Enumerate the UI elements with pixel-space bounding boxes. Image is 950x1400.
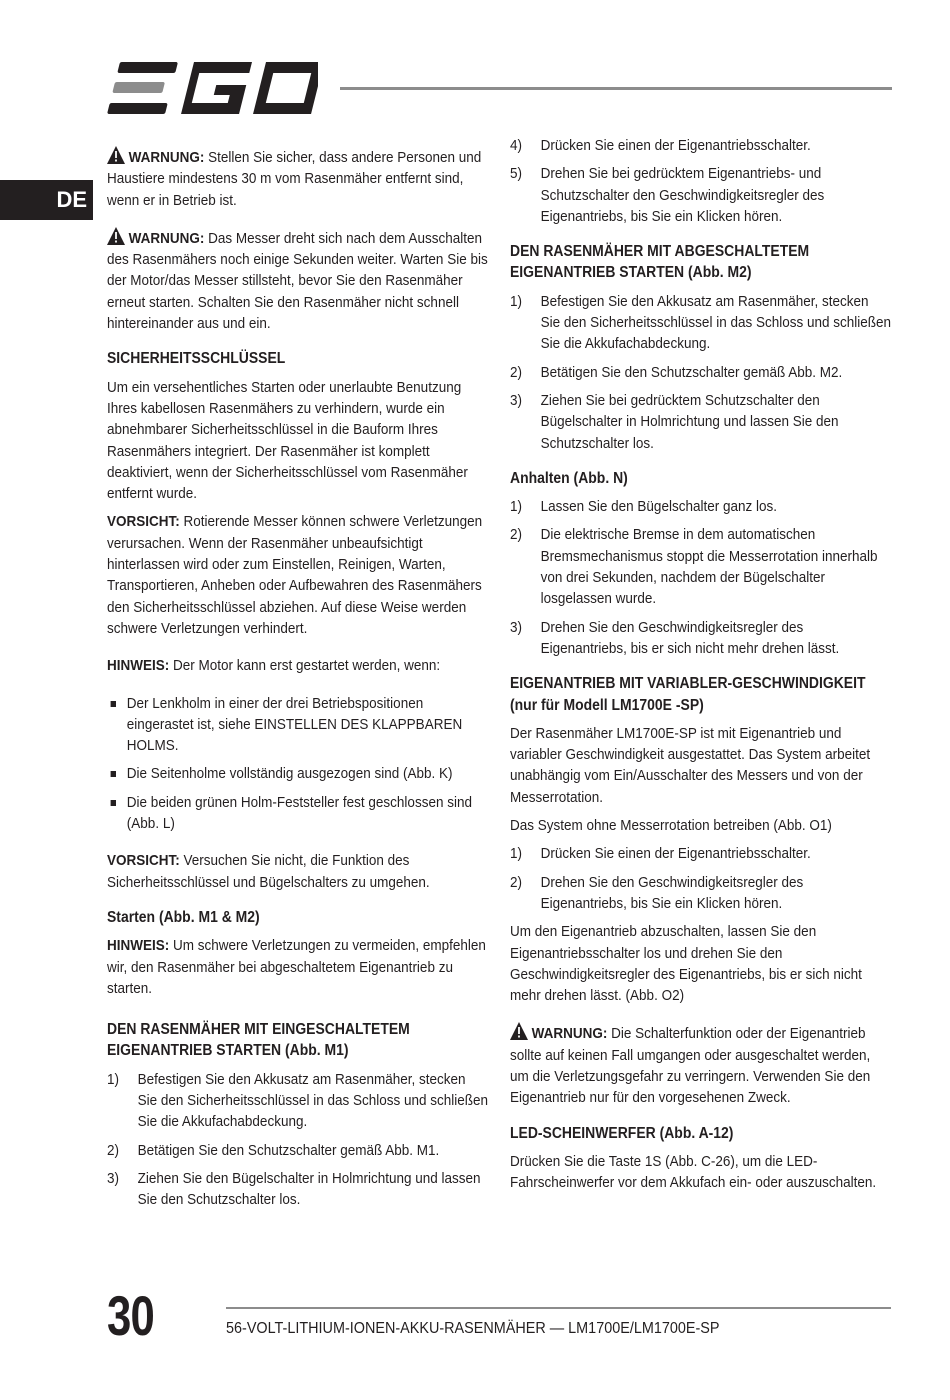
footer-rule xyxy=(226,1307,891,1309)
caution-label: VORSICHT: xyxy=(107,852,180,870)
header-rule xyxy=(340,87,892,90)
list-item xyxy=(510,843,892,864)
step-text: Befestigen Sie den Akkusatz am Rasenmäher, stecken Sie den Sicherheitsschlüssel in das Schloss und schließen Sie die Akkufachabdeckung. xyxy=(137,1070,489,1131)
step-text: Ziehen Sie bei gedrücktem Schutzschalter den Bügelschalter in Holmrichtung und lassen Sie den Schutzschalter los. xyxy=(540,391,839,452)
step-text: Lassen Sie den Bügelschalter ganz los. xyxy=(540,498,778,516)
list-item xyxy=(510,390,892,454)
step-number: 1) xyxy=(107,1070,120,1088)
warning-text: Die Schalterfunktion oder der Eigenantrieb sollte auf keinen Fall umgangen oder ausgeschaltet werden, um die Verletzungsgefahr zu verringern. Verwenden Sie den Eigenantrieb nur für den vorgesehenen Zweck. xyxy=(510,1025,871,1107)
list-item xyxy=(107,1168,489,1211)
list-item xyxy=(510,362,892,383)
section-heading: DEN RASENMÄHER MIT ABGESCHALTETEM EIGENANTRIEB STARTEN (Abb. M2) xyxy=(510,243,810,282)
step-number: 3) xyxy=(510,391,523,409)
step-text: Drücken Sie einen der Eigenantriebsschalter. xyxy=(540,845,811,863)
bullet-square-icon xyxy=(111,771,116,777)
note-label: HINWEIS: xyxy=(107,937,170,955)
warning-triangle-icon xyxy=(510,1022,528,1040)
step-number: 1) xyxy=(510,498,523,516)
bullet-square-icon xyxy=(111,800,116,806)
language-tab: DE xyxy=(0,180,93,220)
section-heading: DEN RASENMÄHER MIT EINGESCHALTETEM EIGENANTRIEB STARTEN (Abb. M1) xyxy=(107,1021,410,1060)
body-paragraph: Drücken Sie die Taste 1S (Abb. C-26), um die LED-Fahrscheinwerfer vor dem Akkufach ein- oder auszuschalten. xyxy=(510,1152,877,1192)
note-text: Um schwere Verletzungen zu vermeiden, empfehlen wir, den Rasenmäher bei abgeschaltetem Eigenantrieb zu starten. xyxy=(107,937,486,997)
step-text: Betätigen Sie den Schutzschalter gemäß Abb. M1. xyxy=(137,1141,440,1159)
section-heading: LED-SCHEINWERFER (Abb. A-12) xyxy=(510,1124,734,1142)
list-item xyxy=(107,1140,489,1161)
step-text: Drehen Sie den Geschwindigkeitsregler des Eigenantriebs, bis er sich nicht mehr drehen lässt. xyxy=(540,618,840,657)
section-heading: Anhalten (Abb. N) xyxy=(510,469,628,487)
step-number: 3) xyxy=(107,1169,120,1187)
step-number: 5) xyxy=(510,165,523,183)
list-item xyxy=(510,291,892,355)
step-number: 2) xyxy=(510,526,523,544)
step-text: Die elektrische Bremse in dem automatischen Bremsmechanismus stoppt die Messerrotation innerhalb von drei Sekunden, nachdem der Bügelschalter losgelassen wurde. xyxy=(540,526,878,608)
step-number: 2) xyxy=(510,363,523,381)
note-paragraph xyxy=(107,655,489,676)
bullet-square-icon xyxy=(111,701,116,707)
list-item xyxy=(510,617,892,660)
caution-text: Versuchen Sie nicht, die Funktion des Sicherheitsschlüssel und Bügelschalters zu umgehen. xyxy=(107,852,430,891)
warning-paragraph xyxy=(510,1022,892,1108)
warning-label: WARNUNG: xyxy=(531,1025,608,1043)
caution-text: Rotierende Messer können schwere Verletzungen verursachen. Wenn der Rasenmäher unbeaufsichtigt hinterlassen wird oder zum Einstellen, Reinigen, Warten, Transportieren, Anheben oder Aufbewahren des Rasenmähers den Sicherheitsschlüssel abziehen. Auf diese Weise werden schwere Verletzungen verhindert. xyxy=(107,513,483,637)
step-list xyxy=(510,843,892,914)
body-paragraph: Um den Eigenantrieb abzuschalten, lassen Sie den Eigenantriebsschalter los und drehen Sie den Geschwindigkeitsregler des Eigenantriebs, bis er sich nicht mehr drehen lässt. (Abb. O2) xyxy=(510,923,862,1005)
body-paragraph: Der Rasenmäher LM1700E-SP ist mit Eigenantrieb und variabler Geschwindigkeit ausgestattet. Das System arbeitet unabhängig vom Ein/Ausschalter des Messers und von der Messerrotation. xyxy=(510,724,871,806)
warning-triangle-icon xyxy=(107,227,125,245)
caution-label: VORSICHT: xyxy=(107,513,180,531)
warning-triangle-icon xyxy=(107,146,125,164)
list-item xyxy=(510,524,892,609)
warning-text: Stellen Sie sicher, dass andere Personen und Haustiere mindestens 30 m vom Rasenmäher entfernt sind, wenn er in Betrieb ist. xyxy=(107,149,482,209)
note-text: Der Motor kann erst gestartet werden, wenn: xyxy=(173,657,441,675)
body-paragraph: Um ein versehentliches Starten oder unerlaubte Benutzung Ihres kabellosen Rasenmähers zu verhindern, wurde ein abnehmbarer Sicherheitsschlüssel in die Bauform Ihres Rasenmähers integriert. Der Rasenmäher ist komplett deaktiviert, wenn der Sicherheitsschlüssel vom Rasenmäher entfernt wurde. xyxy=(107,378,468,503)
list-item-text: Die beiden grünen Holm-Feststeller fest geschlossen sind (Abb. L) xyxy=(126,793,472,833)
step-text: Ziehen Sie den Bügelschalter in Holmrichtung und lassen Sie den Schutzschalter los. xyxy=(137,1169,481,1209)
step-number: 3) xyxy=(510,618,523,636)
step-number: 4) xyxy=(510,137,523,154)
step-text: Befestigen Sie den Akkusatz am Rasenmäher, stecken Sie den Sicherheitsschlüssel in das Schloss und schließen Sie die Akkufachabdeckung. xyxy=(540,292,892,353)
section-heading: EIGENANTRIEB MIT VARIABLER-GESCHWINDIGKEIT (nur für Modell LM1700E -SP) xyxy=(510,675,866,714)
list-item xyxy=(510,135,892,156)
list-item xyxy=(510,872,892,915)
step-list xyxy=(510,291,892,454)
step-list xyxy=(510,496,892,659)
list-item-text: Der Lenkholm in einer der drei Betriebspositionen eingerastet ist, siehe EINSTELLEN DES KLAPPBAREN HOLMS. xyxy=(126,694,463,755)
bullet-list xyxy=(107,693,489,835)
warning-paragraph xyxy=(107,146,489,211)
step-number: 2) xyxy=(107,1141,120,1159)
list-item-text: Die Seitenholme vollständig ausgezogen sind (Abb. K) xyxy=(126,765,453,783)
caution-paragraph xyxy=(107,850,489,893)
note-paragraph xyxy=(107,935,489,999)
list-item xyxy=(107,763,489,784)
list-item xyxy=(107,792,489,835)
step-number: 1) xyxy=(510,845,523,863)
list-item xyxy=(107,1069,489,1133)
step-text: Drehen Sie bei gedrücktem Eigenantriebs- und Schutzschalter den Geschwindigkeitsregler des Eigenantriebs, bis Sie ein Klicken hören. xyxy=(540,165,825,225)
step-number: 2) xyxy=(510,873,523,891)
warning-text: Das Messer dreht sich nach dem Ausschalten des Rasenmähers noch einige Sekunden weiter. Warten Sie bis der Motor/das Messer stillsteht, bevor Sie den Rasenmäher erneut starten. Schalten Sie den Rasenmäher nicht schnell hintereinander aus und ein. xyxy=(107,229,488,333)
step-number: 1) xyxy=(510,292,523,310)
step-text: Drehen Sie den Geschwindigkeitsregler des Eigenantriebs, bis Sie ein Klicken hören. xyxy=(540,873,804,912)
caution-paragraph xyxy=(107,511,489,639)
list-item xyxy=(510,496,892,517)
step-list xyxy=(107,1069,489,1211)
left-column xyxy=(107,146,489,1217)
ego-logo xyxy=(106,62,318,114)
step-text: Drücken Sie einen der Eigenantriebsschalter. xyxy=(540,137,811,154)
warning-label: WARNUNG: xyxy=(128,149,205,166)
section-heading: Starten (Abb. M1 & M2) xyxy=(107,908,260,926)
footer-title: 56-VOLT-LITHIUM-IONEN-AKKU-RASENMÄHER — LM1700E/LM1700E-SP xyxy=(226,1320,720,1337)
body-paragraph: Das System ohne Messerrotation betreiben (Abb. O1) xyxy=(510,817,832,835)
note-label: HINWEIS: xyxy=(107,657,170,675)
page-number: 30 xyxy=(107,1284,155,1347)
step-list xyxy=(510,135,892,227)
section-heading: SICHERHEITSSCHLÜSSEL xyxy=(107,350,286,368)
warning-paragraph xyxy=(107,227,489,334)
list-item xyxy=(107,693,489,757)
warning-label: WARNUNG: xyxy=(128,229,205,247)
step-text: Betätigen Sie den Schutzschalter gemäß Abb. M2. xyxy=(540,363,843,381)
list-item xyxy=(510,163,892,227)
right-column xyxy=(510,135,892,1200)
